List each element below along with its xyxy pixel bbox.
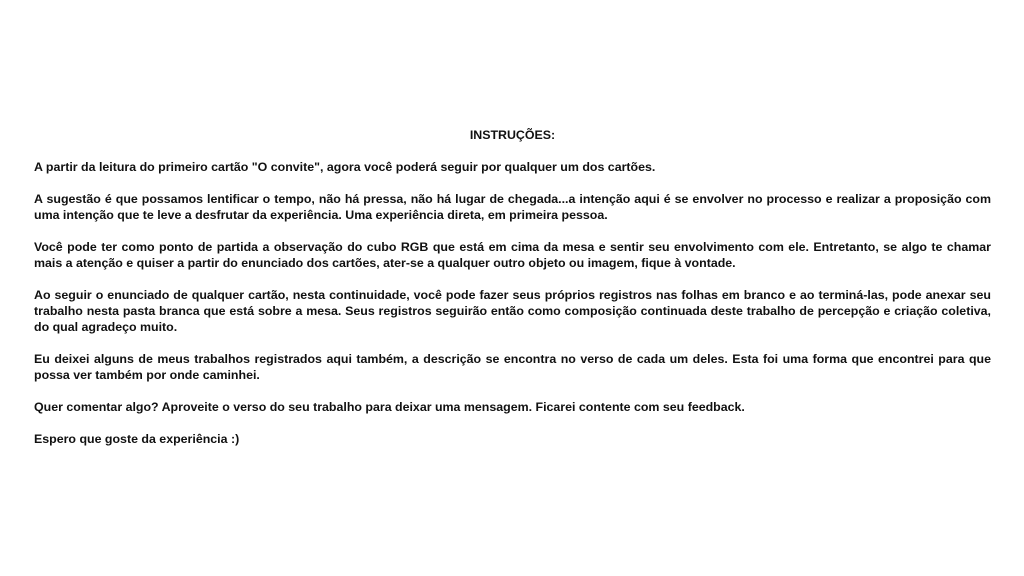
paragraph-rgb-cube: Você pode ter como ponto de partida a observação do cubo RGB que está em cima da mesa e sentir seu envolvimento com ele. Entretanto, se algo te chamar mais a atenção e quiser a partir do enunciado dos cartões, ater-se a qualquer outro objeto ou imagem, fique à vontade. [34, 240, 991, 270]
paragraph-closing: Espero que goste da experiência :) [34, 432, 240, 446]
paragraph-suggestion: A sugestão é que possamos lentificar o tempo, não há pressa, não há lugar de chegada...a intenção aqui é se envolver no processo e realizar a proposição com uma intenção que te leve a desfrutar da experiência. Uma experiência direta, em primeira pessoa. [34, 192, 991, 222]
page-title: INSTRUÇÕES: [469, 128, 556, 142]
paragraph-comentar: Quer comentar algo? Aproveite o verso do seu trabalho para deixar uma mensagem. Ficarei contente com seu feedback. [34, 400, 745, 414]
paragraph-trabalhos: Eu deixei alguns de meus trabalhos registrados aqui também, a descrição se encontra no verso de cada um deles. Esta foi uma forma que encontrei para que possa ver também por onde caminhei. [34, 352, 991, 382]
paragraph-registros: Ao seguir o enunciado de qualquer cartão, nesta continuidade, você pode fazer seus próprios registros nas folhas em branco e ao terminá-las, pode anexar seu trabalho nesta pasta branca que está sobre a mesa. Seus registros seguirão então como composição continuada deste trabalho de percepção e criação coletiva, do qual agradeço muito. [34, 288, 991, 334]
paragraph-invitation: A partir da leitura do primeiro cartão "O convite", agora você poderá seguir por qualquer um dos cartões. [34, 160, 656, 174]
